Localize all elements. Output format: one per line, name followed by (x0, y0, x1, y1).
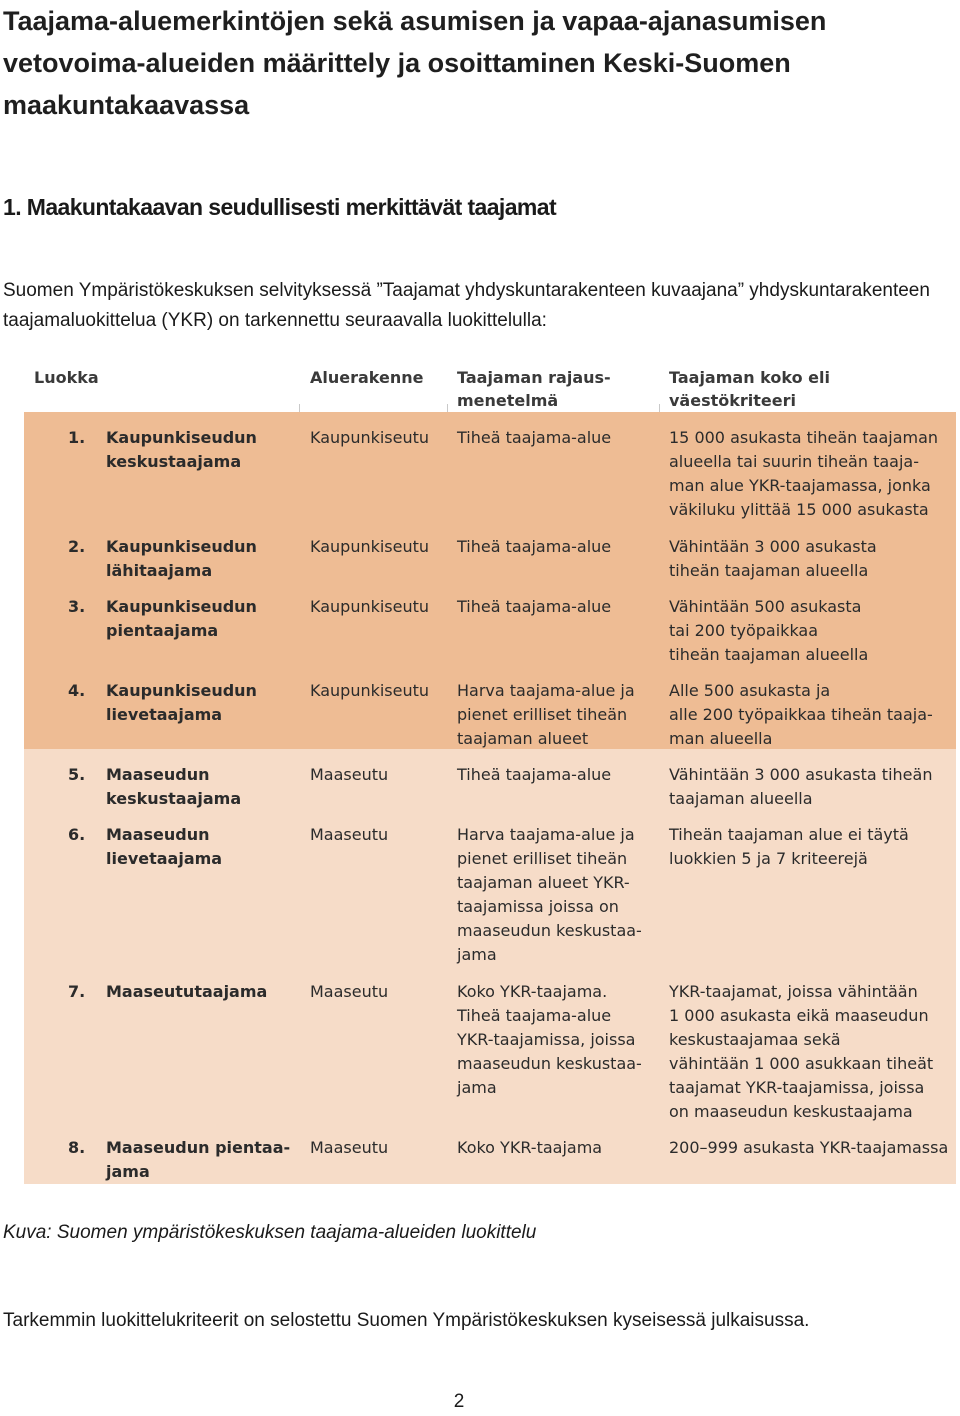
delimitation-method: Tiheä taajama-alue (457, 537, 612, 556)
class-number: 7. (68, 982, 86, 1001)
class-name: Maaseututaajama (106, 982, 268, 1001)
intro-paragraph: Suomen Ympäristökeskuksen selvityksessä ”Taajamat yhdyskuntarakenteen kuvaajana” yhdyskuntarakenteen taajamaluokittelua (YKR) on tarkennettu seuraavalla luokittelulla: (3, 280, 930, 331)
section-heading: 1. Maakuntakaavan seudullisesti merkittävät taajamat (3, 194, 557, 220)
class-name: Kaupunkiseudun keskustaajama (106, 428, 257, 471)
population-criterion: 15 000 asukasta tiheän taajaman alueella tai suurin tiheän taaja- man alue YKR-taajamassa, jonka väkiluku ylittää 15 000 asukasta (669, 428, 939, 519)
class-name: Kaupunkiseudun lähitaajama (106, 537, 257, 580)
population-criterion: Vähintään 3 000 asukasta tiheän taajaman alueella (669, 537, 877, 580)
header-delimitation-method: Taajaman rajaus- menetelmä (457, 368, 611, 410)
class-number: 5. (68, 765, 86, 784)
header-area-structure: Aluerakenne (310, 368, 424, 387)
table-header-row (24, 360, 956, 413)
header-divider (659, 404, 660, 412)
area-structure: Kaupunkiseutu (310, 597, 430, 616)
area-structure: Maaseutu (310, 825, 389, 844)
closing-paragraph: Tarkemmin luokittelukriteerit on selostettu Suomen Ympäristökeskuksen kyseisessä julkaisussa. (3, 1310, 810, 1331)
area-structure: Kaupunkiseutu (310, 537, 430, 556)
class-name: Maaseudun keskustaajama (106, 765, 242, 808)
class-number: 8. (68, 1138, 86, 1157)
class-name: Maaseudun lievetaajama (106, 825, 223, 868)
population-criterion: Vähintään 3 000 asukasta tiheän taajaman alueella (669, 765, 933, 808)
class-number: 4. (68, 681, 86, 700)
figure-caption: Kuva: Suomen ympäristökeskuksen taajama-alueiden luokittelu (3, 1222, 537, 1243)
area-structure: Maaseutu (310, 765, 389, 784)
class-number: 3. (68, 597, 86, 616)
page-number: 2 (453, 1391, 465, 1412)
delimitation-method: Koko YKR-taajama. Tiheä taajama-alue YKR-taajamissa, joissa maaseudun keskustaa- jama (457, 982, 642, 1097)
delimitation-method: Koko YKR-taajama (457, 1138, 603, 1157)
class-number: 2. (68, 537, 86, 556)
classification-table-figure (24, 360, 956, 1184)
population-criterion: YKR-taajamat, joissa vähintään 1 000 asukasta eikä maaseudun keskustaajamaa sekä vähintään 1 000 asukkaan tiheät taajamat YKR-taajamissa, joissa on maaseudun keskustaajama (669, 982, 934, 1121)
document-title: Taajama-aluemerkintöjen sekä asumisen ja vapaa-ajanasumisen vetovoima-alueiden määrittely ja osoittaminen Keski-Suomen maakuntakaavassa (3, 6, 827, 120)
area-structure: Maaseutu (310, 982, 389, 1001)
delimitation-method: Tiheä taajama-alue (457, 597, 612, 616)
class-number: 6. (68, 825, 86, 844)
header-population-criterion: Taajaman koko eli väestökriteeri (669, 368, 830, 410)
population-criterion: 200–999 asukasta YKR-taajamassa (669, 1138, 949, 1157)
delimitation-method: Tiheä taajama-alue (457, 765, 612, 784)
population-criterion: Vähintään 500 asukasta tai 200 työpaikkaa tiheän taajaman alueella (669, 597, 869, 664)
delimitation-method: Tiheä taajama-alue (457, 428, 612, 447)
class-name: Kaupunkiseudun lievetaajama (106, 681, 257, 724)
area-structure: Maaseutu (310, 1138, 389, 1157)
class-name: Maaseudun pientaa- jama (106, 1138, 291, 1181)
class-name: Kaupunkiseudun pientaajama (106, 597, 257, 640)
header-divider (447, 404, 448, 412)
population-criterion: Tiheän taajaman alue ei täytä luokkien 5 ja 7 kriteerejä (669, 825, 909, 868)
delimitation-method: Harva taajama-alue ja pienet erilliset tiheän taajaman alueet (457, 681, 635, 748)
class-number: 1. (68, 428, 86, 447)
header-class: Luokka (34, 368, 99, 387)
population-criterion: Alle 500 asukasta ja alle 200 työpaikkaa tiheän taaja- man alueella (669, 681, 933, 748)
header-divider (299, 404, 300, 412)
delimitation-method: Harva taajama-alue ja pienet erilliset tiheän taajaman alueet YKR- taajamissa joissa on maaseudun keskustaa- jama (457, 825, 642, 964)
area-structure: Kaupunkiseutu (310, 428, 430, 447)
area-structure: Kaupunkiseutu (310, 681, 430, 700)
